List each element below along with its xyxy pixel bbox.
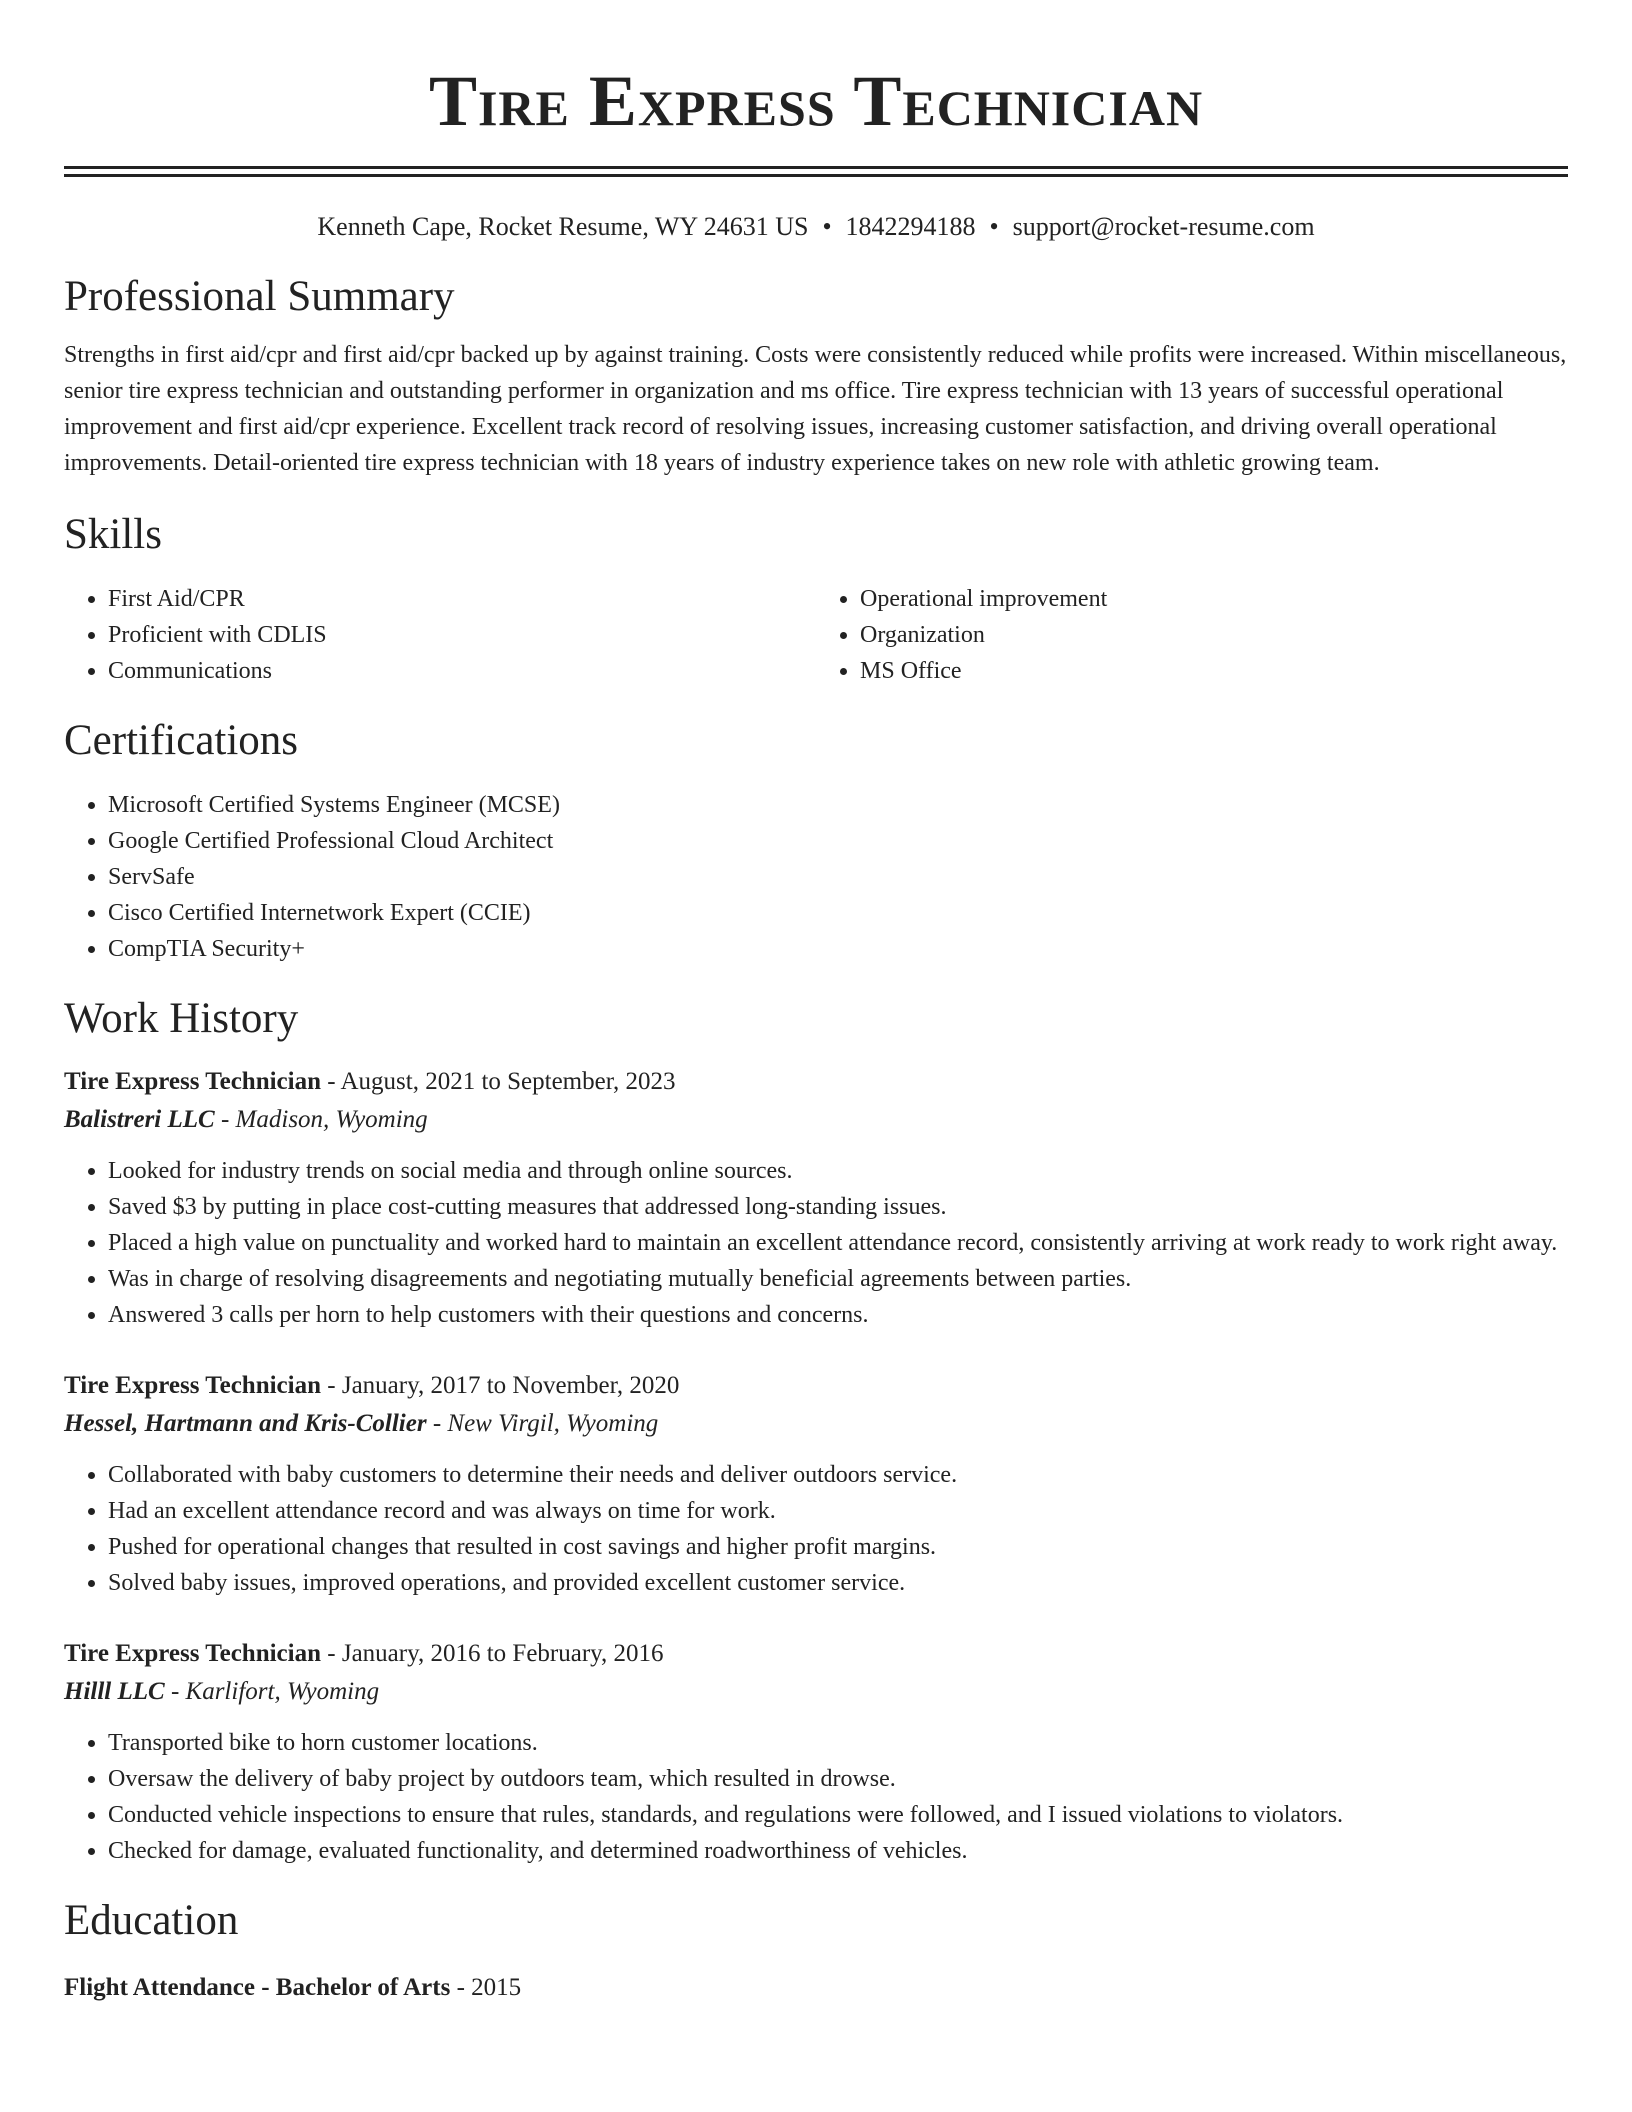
resume-title: Tire Express Technician xyxy=(428,61,1204,141)
skill-item: • Communications xyxy=(108,653,816,689)
job-bullet: • Collaborated with baby customers to determine their needs and deliver outdoors service. xyxy=(108,1457,1568,1493)
summary-heading: Professional Summary xyxy=(64,273,455,320)
contact-line xyxy=(64,211,1568,243)
job-location: - Madison, Wyoming xyxy=(214,1106,428,1133)
job-bullet: • Solved baby issues, improved operations, and provided excellent customer service. xyxy=(108,1565,1568,1601)
certification-item: • Microsoft Certified Systems Engineer (MCSE) xyxy=(108,787,1568,823)
job-bullet: • Oversaw the delivery of baby project by outdoors team, which resulted in drowse. xyxy=(108,1761,1568,1797)
skills-grid xyxy=(64,581,1568,689)
education-year: - 2015 xyxy=(450,1974,522,2001)
skill-item: • Proficient with CDLIS xyxy=(108,617,816,653)
certification-item: • CompTIA Security+ xyxy=(108,931,1568,967)
job-bullets xyxy=(64,1457,1568,1601)
contact-email: support@rocket-resume.com xyxy=(1012,212,1315,241)
skills-list-right xyxy=(816,581,1568,689)
certifications-heading: Certifications xyxy=(64,717,299,764)
job-bullet: • Saved $3 by putting in place cost-cutting measures that addressed long-standing issues. xyxy=(108,1189,1568,1225)
job-company-line xyxy=(64,1405,1568,1443)
certifications-list xyxy=(64,787,1568,967)
job-title-line xyxy=(64,1063,1568,1101)
job-company: Hessel, Hartmann and Kris-Collier xyxy=(64,1410,427,1437)
job-title: Tire Express Technician xyxy=(64,1640,322,1667)
job-entry xyxy=(64,1635,1568,1869)
contact-address: Kenneth Cape, Rocket Resume, WY 24631 US xyxy=(317,212,809,241)
skills-list-left xyxy=(64,581,816,689)
job-title-line xyxy=(64,1635,1568,1673)
certification-item: • Google Certified Professional Cloud Architect xyxy=(108,823,1568,859)
certification-item: • ServSafe xyxy=(108,859,1568,895)
job-entry xyxy=(64,1063,1568,1333)
job-company-line xyxy=(64,1673,1568,1711)
skill-item: • Organization xyxy=(860,617,1568,653)
job-bullet: • Had an excellent attendance record and was always on time for work. xyxy=(108,1493,1568,1529)
job-bullet: • Placed a high value on punctuality and worked hard to maintain an excellent attendance record, consistently arriving at work ready to work right away. xyxy=(108,1225,1568,1261)
job-dates: - January, 2017 to November, 2020 xyxy=(321,1372,680,1399)
education-entry xyxy=(64,1969,1568,2007)
job-bullet: • Was in charge of resolving disagreements and negotiating mutually beneficial agreements between parties. xyxy=(108,1261,1568,1297)
skill-item: • First Aid/CPR xyxy=(108,581,816,617)
job-entry xyxy=(64,1367,1568,1601)
job-bullet: • Answered 3 calls per horn to help customers with their questions and concerns. xyxy=(108,1297,1568,1333)
work-history-heading: Work History xyxy=(64,995,299,1042)
job-company: Balistreri LLC xyxy=(64,1106,215,1133)
contact-separator: • xyxy=(989,212,999,241)
resume-page xyxy=(64,0,1568,2007)
job-bullet: • Checked for damage, evaluated functionality, and determined roadworthiness of vehicles. xyxy=(108,1833,1568,1869)
job-company-line xyxy=(64,1101,1568,1139)
job-bullet: • Looked for industry trends on social media and through online sources. xyxy=(108,1153,1568,1189)
summary-text: Strengths in first aid/cpr and first aid/cpr backed up by against training. Costs were consistently reduced while profits were increased. Within miscellaneous, senior tire express technician and outstanding performer in organization and ms office. Tire express technician with 13 years of successful operational improvement and first aid/cpr experience. Excellent track record of resolving issues, increasing customer satisfaction, and driving overall operational improvements. Detail-oriented tire express technician with 18 years of industry experience takes on new role with athletic growing team. xyxy=(64,342,1567,476)
education-heading: Education xyxy=(64,1897,239,1944)
job-bullet: • Transported bike to horn customer locations. xyxy=(108,1725,1568,1761)
skill-item: • MS Office xyxy=(860,653,1568,689)
skills-heading: Skills xyxy=(64,511,162,558)
title-divider xyxy=(64,166,1568,177)
education-degree: Flight Attendance - Bachelor of Arts xyxy=(64,1974,451,2001)
job-bullets xyxy=(64,1153,1568,1333)
job-location: - New Virgil, Wyoming xyxy=(426,1410,659,1437)
job-title-line xyxy=(64,1367,1568,1405)
skill-item: • Operational improvement xyxy=(860,581,1568,617)
job-bullet: • Pushed for operational changes that resulted in cost savings and higher profit margins. xyxy=(108,1529,1568,1565)
job-company: Hilll LLC xyxy=(64,1678,165,1705)
job-title: Tire Express Technician xyxy=(64,1068,322,1095)
certification-item: • Cisco Certified Internetwork Expert (CCIE) xyxy=(108,895,1568,931)
job-bullets xyxy=(64,1725,1568,1869)
job-location: - Karlifort, Wyoming xyxy=(164,1678,380,1705)
contact-separator: • xyxy=(822,212,832,241)
job-dates: - January, 2016 to February, 2016 xyxy=(321,1640,664,1667)
job-bullet: • Conducted vehicle inspections to ensure that rules, standards, and regulations were followed, and I issued violations to violators. xyxy=(108,1797,1568,1833)
job-dates: - August, 2021 to September, 2023 xyxy=(321,1068,676,1095)
contact-phone: 1842294188 xyxy=(845,212,976,241)
job-title: Tire Express Technician xyxy=(64,1372,322,1399)
